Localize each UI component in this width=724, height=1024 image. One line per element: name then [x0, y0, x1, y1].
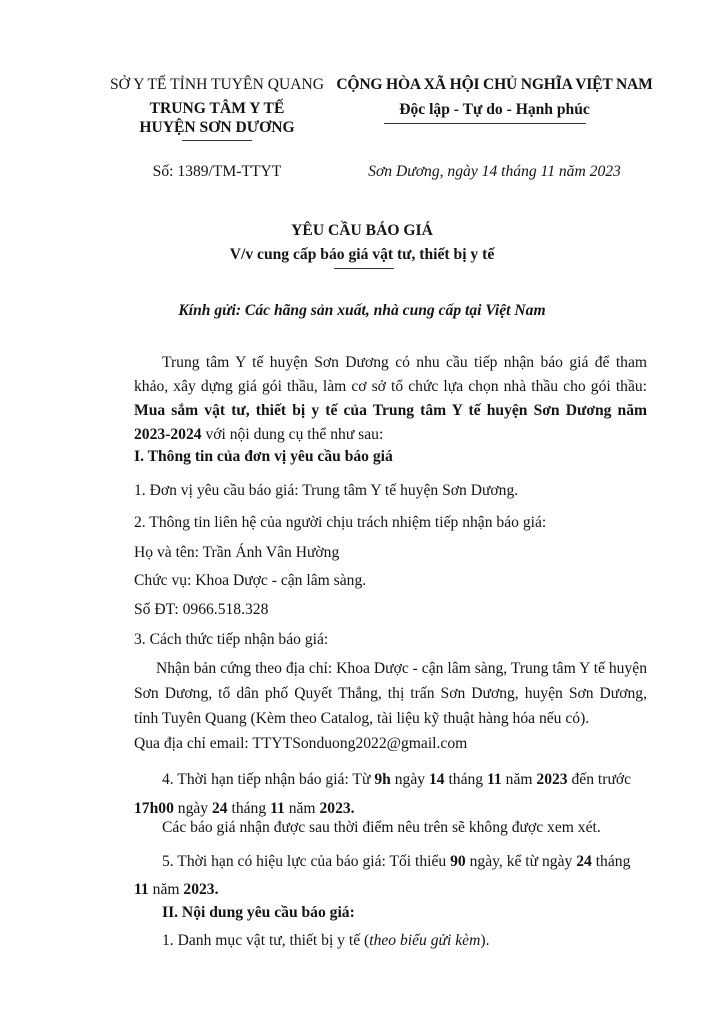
intro-text: Trung tâm Y tế huyện Sơn Dương có nhu cầu tiếp nhận báo giá để tham khảo, xây dựng giá gói thầu, làm cơ sở tổ chức lựa chọn nhà thầu cho gói thầu: [134, 354, 647, 395]
unit-underline [182, 140, 252, 141]
document-number: Số: 1389/TM-TTYT [152, 163, 282, 180]
contact-name: Họ và tên: Trần Ánh Vân Hường [134, 544, 340, 561]
section2-heading: II. Nội dung yêu cầu báo giá: [162, 904, 355, 921]
contact-phone: Số ĐT: 0966.518.328 [134, 601, 269, 618]
late-note: Các báo giá nhận được sau thời điểm nêu trên sẽ không được xem xét. [162, 819, 601, 836]
section2-item1: 1. Danh mục vật tư, thiết bị y tế (theo biểu gửi kèm). [162, 932, 490, 949]
document-title: YÊU CẦU BÁO GIÁ [291, 222, 433, 239]
recipient: Kính gửi: Các hãng sản xuất, nhà cung cấp tại Việt Nam [178, 302, 546, 319]
subject-underline [334, 268, 394, 269]
national-motto: Độc lập - Tự do - Hạnh phúc [399, 101, 590, 118]
intro-text-end: với nội dung cụ thể như sau: [205, 426, 384, 443]
email-line: Qua địa chỉ email: TTYTSonduong2022@gmail.com [134, 735, 468, 752]
section1-item2: 2. Thông tin liên hệ của người chịu trách nhiệm tiếp nhận báo giá: [134, 514, 547, 531]
unit-name-line1: TRUNG TÂM Y TẾ [149, 100, 285, 117]
section1-item3: 3. Cách thức tiếp nhận báo giá: [134, 631, 329, 648]
nation-title: CỘNG HÒA XÃ HỘI CHỦ NGHĨA VIỆT NAM [336, 76, 653, 93]
place-date: Sơn Dương, ngày 14 tháng 11 năm 2023 [368, 163, 621, 180]
hard-copy-address [134, 656, 647, 731]
package-name: Mua sắm vật tư, thiết bị y tế của Trung tâm Y tế huyện Sơn Dương năm 2023-2024 [134, 402, 647, 443]
contact-position: Chức vụ: Khoa Dược - cận lâm sàng. [134, 572, 367, 589]
motto-underline [384, 123, 586, 124]
document-subject: V/v cung cấp báo giá vật tư, thiết bị y tế [229, 246, 495, 263]
ministry-name: SỞ Y TẾ TỈNH TUYÊN QUANG [109, 76, 325, 93]
section1-heading: I. Thông tin của đơn vị yêu cầu báo giá [134, 448, 393, 465]
hard-copy-text: Nhận bản cứng theo địa chỉ: Khoa Dược - cận lâm sàng, Trung tâm Y tế huyện Sơn Dương, tổ dân phố Quyết Thắng, thị trấn Sơn Dương, huyện Sơn Dương, tỉnh Tuyên Quang (Kèm theo Catalog, tài liệu kỹ thuật hàng hóa nếu có). [134, 660, 647, 727]
section1-item4: 4. Thời hạn tiếp nhận báo giá: Từ 9h ngày 14 tháng 11 năm 2023 đến trước 17h00 ngày 24 tháng 11 năm 2023. [134, 771, 632, 817]
unit-name-line2: HUYỆN SƠN DƯƠNG [139, 119, 295, 136]
section1-item5: 5. Thời hạn có hiệu lực của báo giá: Tối thiểu 90 ngày, kể từ ngày 24 tháng 11 năm 2023. [134, 853, 631, 898]
section1-item1: 1. Đơn vị yêu cầu báo giá: Trung tâm Y tế huyện Sơn Dương. [134, 482, 519, 499]
intro-paragraph [134, 351, 647, 447]
